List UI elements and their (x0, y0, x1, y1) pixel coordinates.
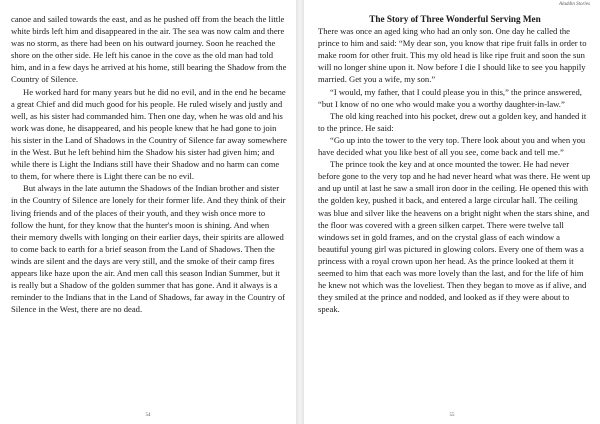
page-number: 54 (145, 413, 151, 418)
book-gutter (296, 0, 304, 424)
paragraph: “I would, my father, that I could please you in this,” the prince answered, “but I know of no one who would make you a worthy daughter-in-law.” (318, 86, 582, 109)
story-title: The Story of Three Wonderful Serving Men (369, 14, 541, 24)
paragraph: But always in the late autumn the Shadows of the Indian brother and sister in the Country of Silence are lonely for their former life. And they think of their living friends and of the places of their youth, and they wish once more to follow the hunt, for they know that the hunter's moon is shining. And when their memory dwells with longing on their earlier days, their spirits are allowed to come back to earth for a brief season from the Land of Shadows. Then the winds are silent and the days are very still, and the smoke of their camp fires appears like haze upon the air. And men call this season Indian Summer, but it is really but a Shadow of the golden summer that has gone. And it always is a reminder to the Indians that in the Land of Shadows, far away in the Country of Silence in the West, there are no dead. (11, 183, 286, 315)
paragraph: There was once an aged king who had an only son. One day he called the prince to him and said: “My dear son, you know that ripe fruit falls in order to make room for other fruit. This my old head is like ripe fruit and soon the sun will no longer shine upon it. Now before I die I should like to see you happily married. Get you a wife, my son.” (318, 26, 587, 85)
paragraph: The prince took the key and at once mounted the tower. He had never before gone to the very top and he had never heard what was there. He went up and up until at last he saw a small iron door in the ceiling. He opened this with the golden key, pushed it back, and entered a large circular hall. The ceiling was blue and silver like the heavens on a bright night when the stars shine, and the floor was covered with a green silken carpet. There were twelve tall windows set in gold frames, and on the crystal glass of each window a beautiful young girl was pictured in glowing colors. Every one of them was a princess with a royal crown upon her head. As the prince looked at them it seemed to him that each was more lovely than the last, and for the life of him he knew not which was the loveliest. Then they began to move as if alive, and they smiled at the prince and nodded, and looked as if they were about to speak. (318, 159, 591, 315)
paragraph: canoe and sailed towards the east, and as he pushed off from the beach the little white birds left him and disappeared in the air. The sea was now calm and there was no storm, as there had been on his outward journey. Soon he reached the shore on the other side. He left his canoe in the cove as the old man had told him, and in a few days he arrived at his home, still bearing the Shadow from the Country of Silence. (11, 14, 287, 85)
page-number: 55 (449, 413, 455, 418)
right-page-text (318, 13, 592, 315)
paragraph: The old king reached into his pocket, drew out a golden key, and handed it to the prince. He said: (318, 110, 587, 133)
left-page (0, 0, 296, 424)
left-page-text (11, 13, 287, 315)
running-head: Aladdin Stories (559, 2, 590, 7)
paragraph: “Go up into the tower to the very top. There look about you and when you have decided what you like best of all you see, come back and tell me.” (318, 134, 586, 158)
right-page (304, 0, 600, 424)
paragraph: He worked hard for many years but he did no evil, and in the end he became a great Chief and did much good for his people. He ruled wisely and justly and well, as his sister had commanded him. Then one day, when he was old and his work was done, he disappeared, and his people knew that he had gone to join his sister in the Land of Shadows in the Country of Silence far away somewhere in the West. But he left behind him the Shadow his sister had given him; and while there is Light the Indians still have their Shadow and no harm can come to them, for where there is Light there can be no evil. (11, 86, 287, 182)
